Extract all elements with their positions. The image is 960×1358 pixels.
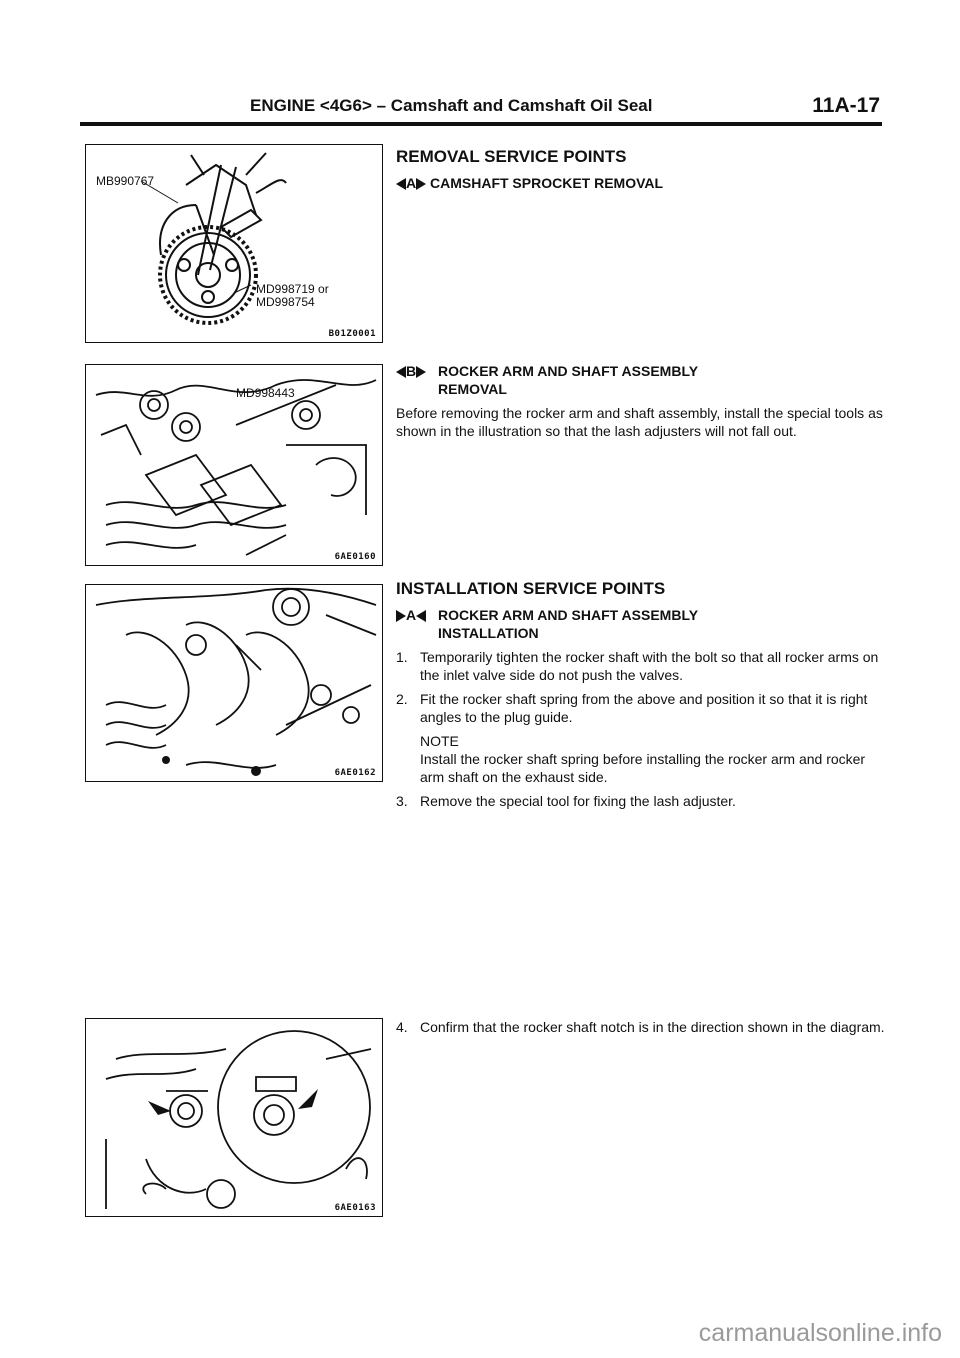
step-text: Fit the rocker shaft spring from the above and position it so that it is right angles to the plug guide. bbox=[420, 691, 868, 725]
removal-heading: REMOVAL SERVICE POINTS bbox=[396, 147, 627, 166]
page-number: 11A-17 bbox=[812, 94, 880, 117]
removal-item-b-title bbox=[396, 362, 886, 380]
figure-rocker-shaft-notch bbox=[85, 1018, 383, 1217]
page-title: ENGINE <4G6> – Camshaft and Camshaft Oil Seal bbox=[250, 96, 653, 115]
figure-code: 6AE0160 bbox=[334, 552, 376, 562]
installation-heading: INSTALLATION SERVICE POINTS bbox=[396, 579, 666, 598]
figure-code: 6AE0162 bbox=[334, 768, 376, 778]
step-number: 2. bbox=[396, 691, 408, 707]
removal-item-a-title bbox=[396, 174, 886, 192]
installation-step bbox=[396, 648, 886, 684]
removal-item-b-line1: ROCKER ARM AND SHAFT ASSEMBLY bbox=[438, 363, 699, 379]
tool-label-md998443: MD998443 bbox=[236, 386, 295, 400]
installation-step-4-section bbox=[396, 1018, 886, 1036]
rocker-shaft-illustration bbox=[86, 585, 382, 781]
watermark: carmanualsonline.info bbox=[698, 1319, 942, 1347]
removal-section bbox=[396, 148, 886, 192]
figure-code: 6AE0163 bbox=[334, 1203, 376, 1213]
tool-label-md998719: MD998719 or bbox=[256, 282, 329, 296]
left-arrow-icon bbox=[396, 178, 406, 190]
tool-label-md998754: MD998754 bbox=[256, 295, 315, 309]
marker-b-letter: B bbox=[406, 363, 417, 379]
step-number: 1. bbox=[396, 649, 408, 665]
figure-rocker-arm-installation bbox=[85, 584, 383, 782]
marker-b bbox=[396, 362, 438, 380]
right-arrow-icon bbox=[396, 610, 406, 622]
installation-step bbox=[396, 1018, 886, 1036]
figure-sprocket-removal bbox=[85, 144, 383, 343]
left-arrow-icon bbox=[396, 366, 406, 378]
installation-section bbox=[396, 580, 886, 810]
note-text: Install the rocker shaft spring before installing the rocker arm and rocker arm shaft on the exhaust side. bbox=[420, 751, 866, 785]
step-text: Remove the special tool for fixing the lash adjuster. bbox=[420, 793, 736, 809]
tool-label-mb990767: MB990767 bbox=[96, 174, 155, 188]
installation-step bbox=[396, 690, 886, 726]
rocker-arm-illustration bbox=[86, 365, 382, 565]
figure-rocker-arm-removal bbox=[85, 364, 383, 566]
step-number: 3. bbox=[396, 793, 408, 809]
note-label: NOTE bbox=[420, 733, 459, 749]
marker-install-a-letter: A bbox=[406, 607, 417, 623]
step-number: 4. bbox=[396, 1019, 408, 1035]
removal-item-b-line2: REMOVAL bbox=[438, 381, 507, 397]
notch-direction-illustration bbox=[86, 1019, 382, 1216]
right-arrow-icon bbox=[416, 178, 426, 190]
right-arrow-icon bbox=[416, 366, 426, 378]
installation-step bbox=[396, 792, 886, 810]
left-arrow-icon bbox=[416, 610, 426, 622]
marker-a-letter: A bbox=[406, 175, 417, 191]
removal-item-a-text: CAMSHAFT SPROCKET REMOVAL bbox=[430, 175, 664, 191]
indent-spacer bbox=[396, 624, 438, 642]
header-rule bbox=[80, 122, 882, 126]
marker-install-a bbox=[396, 606, 438, 624]
installation-item-a-line2: INSTALLATION bbox=[438, 625, 539, 641]
removal-item-b-title-cont bbox=[396, 380, 886, 398]
figure-code: B01Z0001 bbox=[328, 329, 376, 339]
installation-item-a-title bbox=[396, 606, 886, 624]
indent-spacer bbox=[396, 380, 438, 398]
rocker-removal-section bbox=[396, 362, 886, 440]
installation-item-a-line1: ROCKER ARM AND SHAFT ASSEMBLY bbox=[438, 607, 699, 623]
removal-item-b-text: Before removing the rocker arm and shaft assembly, install the special tools as shown in the illustration so that the lash adjusters will not fall out. bbox=[396, 405, 883, 439]
installation-item-a-title-cont bbox=[396, 624, 886, 642]
page-header bbox=[80, 96, 882, 122]
installation-note bbox=[420, 732, 886, 786]
step-text: Confirm that the rocker shaft notch is in the direction shown in the diagram. bbox=[420, 1019, 885, 1035]
step-text: Temporarily tighten the rocker shaft with the bolt so that all rocker arms on the inlet valve side do not push the valves. bbox=[420, 649, 879, 683]
